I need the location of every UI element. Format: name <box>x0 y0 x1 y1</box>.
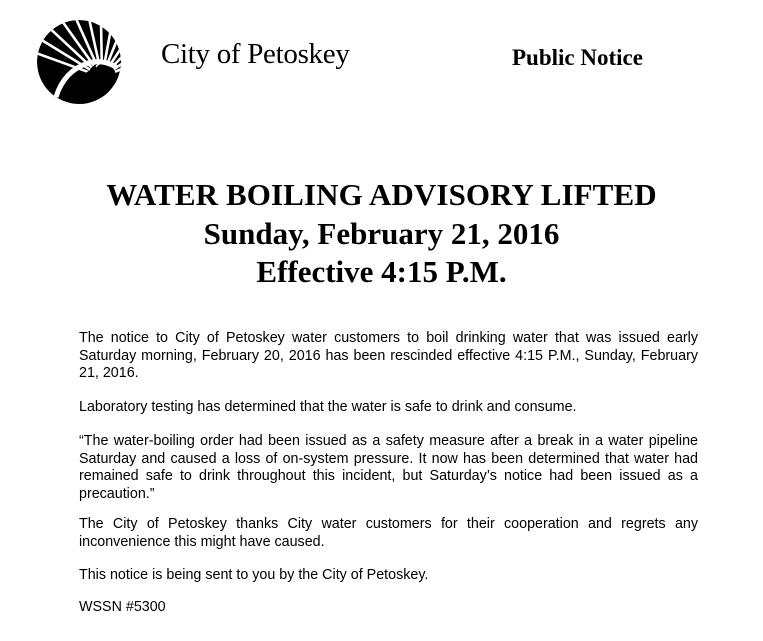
paragraph-sender: This notice is being sent to you by the City of Petoskey. <box>79 567 429 583</box>
city-name: City of Petoskey <box>161 38 350 70</box>
advisory-title: WATER BOILING ADVISORY LIFTED <box>106 177 657 212</box>
paragraph-rescinded: The notice to City of Petoskey water customers to boil drinking water that was issued early Saturday morning, February 20, 2016 has been rescinded effective 4:15 P.M., Sunday, February 21, 2016. <box>79 330 698 381</box>
wssn-number: WSSN #5300 <box>79 599 166 615</box>
public-notice-label: Public Notice <box>512 45 643 70</box>
advisory-effective-time: Effective 4:15 P.M. <box>256 254 507 289</box>
advisory-date: Sunday, February 21, 2016 <box>203 216 560 251</box>
paragraph-testing: Laboratory testing has determined that the water is safe to drink and consume. <box>79 399 577 415</box>
city-logo-icon <box>36 19 122 105</box>
paragraph-thanks: The City of Petoskey thanks City water customers for their cooperation and regrets any inconvenience this might have caused. <box>79 516 698 550</box>
paragraph-quote: “The water-boiling order had been issued as a safety measure after a break in a water pipeline Saturday and caused a loss of on-system pressure. It now has been determined that water had remained safe to drink throughout this incident, but Saturday’s notice had been issued as a precaution.” <box>79 433 698 502</box>
